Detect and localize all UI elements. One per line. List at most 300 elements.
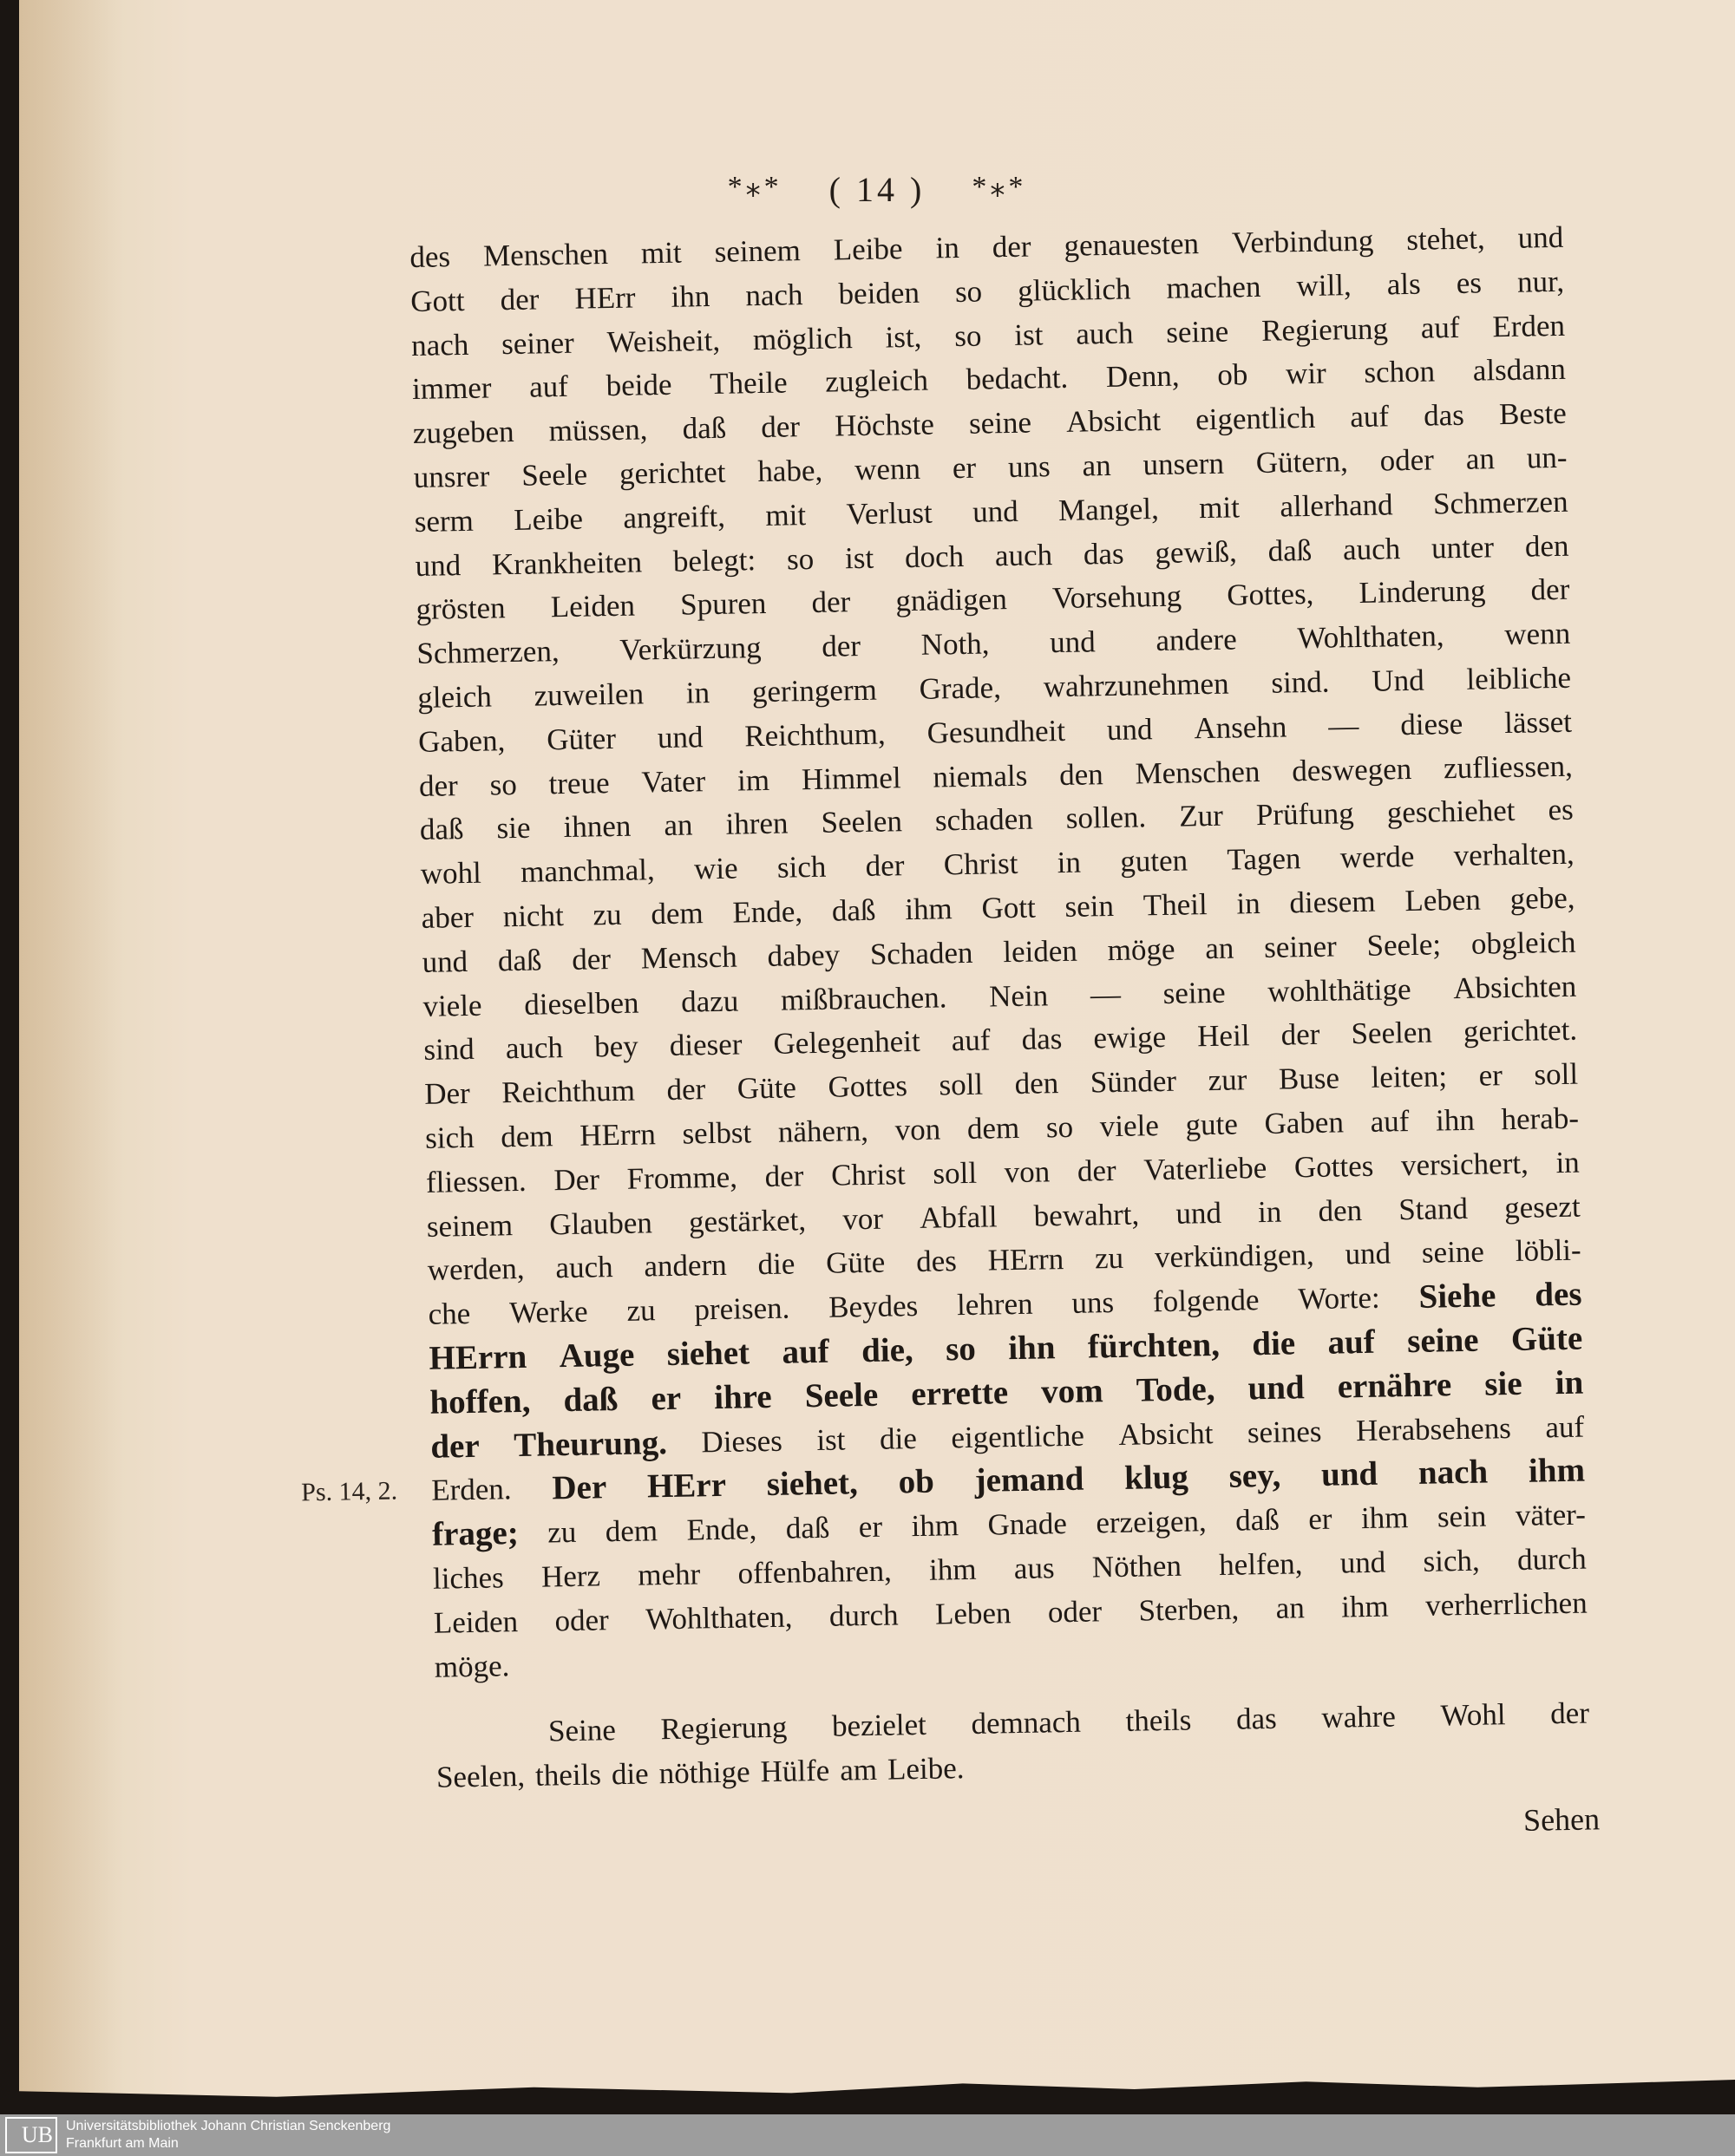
word: zugeben bbox=[412, 415, 514, 451]
word: und bbox=[1345, 1236, 1391, 1271]
emphasized-word: auf bbox=[782, 1332, 830, 1371]
word: er bbox=[1307, 1501, 1332, 1537]
word: das bbox=[1235, 1702, 1278, 1736]
word: möglich bbox=[752, 320, 853, 356]
word: gerichtet bbox=[619, 454, 726, 491]
word: der bbox=[764, 1158, 804, 1193]
emphasized-word: daß bbox=[563, 1380, 619, 1419]
word: ist bbox=[844, 540, 874, 575]
emphasized-word: sie bbox=[1483, 1364, 1522, 1403]
word: Wohlthaten, bbox=[1297, 618, 1444, 656]
word: der bbox=[811, 585, 851, 620]
word: seinem bbox=[426, 1207, 514, 1244]
word: nach bbox=[410, 327, 469, 363]
word: Ansehn bbox=[1194, 709, 1287, 746]
emphasized-word: Der bbox=[552, 1468, 607, 1507]
word: in bbox=[685, 676, 710, 710]
word: verkündigen, bbox=[1154, 1238, 1315, 1275]
word: gebe, bbox=[1509, 880, 1575, 916]
word: dem bbox=[651, 896, 704, 931]
word: theils bbox=[1125, 1702, 1192, 1739]
word: Gaben, bbox=[417, 722, 506, 759]
word: sind. bbox=[1271, 664, 1330, 700]
word: er bbox=[858, 1509, 883, 1545]
word: Reichthum bbox=[501, 1073, 636, 1110]
emphasized-word: Tode, bbox=[1136, 1369, 1215, 1409]
word: HErr bbox=[574, 280, 636, 316]
word: es bbox=[1548, 793, 1575, 827]
word: in bbox=[1257, 1194, 1282, 1229]
word: ihren bbox=[725, 806, 789, 842]
word: Hülfe bbox=[760, 1753, 830, 1789]
word: Menschen bbox=[482, 237, 609, 273]
word: Güte bbox=[825, 1245, 886, 1281]
word: sein bbox=[1437, 1499, 1487, 1534]
word: möge bbox=[1107, 931, 1175, 967]
word: zu bbox=[593, 897, 622, 932]
word: machen bbox=[1166, 269, 1261, 305]
word: ihn bbox=[1435, 1102, 1476, 1138]
emphasized-word: sey, bbox=[1228, 1457, 1281, 1496]
word: unter bbox=[1431, 529, 1495, 565]
word: HErrn bbox=[987, 1242, 1064, 1277]
word: allerhand bbox=[1280, 487, 1393, 524]
word: er bbox=[1478, 1058, 1503, 1093]
word: es bbox=[1456, 265, 1483, 300]
word: Leiden bbox=[550, 588, 636, 624]
word: sein bbox=[1064, 888, 1115, 924]
word: uns bbox=[1007, 449, 1051, 484]
word: Güter bbox=[546, 721, 617, 757]
word: ihn bbox=[671, 278, 710, 314]
emphasized-word: klug bbox=[1123, 1458, 1189, 1498]
word: Leiden bbox=[433, 1604, 519, 1640]
word: der bbox=[760, 409, 801, 445]
word: Himmel bbox=[801, 760, 901, 796]
word: geschiehet bbox=[1386, 794, 1516, 830]
word: durch bbox=[828, 1597, 899, 1633]
word: der bbox=[418, 768, 459, 803]
word: auch bbox=[1075, 316, 1134, 351]
word: in bbox=[1555, 1145, 1581, 1179]
word: genauesten bbox=[1064, 226, 1200, 263]
word: verhalten, bbox=[1453, 836, 1575, 873]
word: auf bbox=[1420, 310, 1460, 345]
word: dazu bbox=[680, 983, 739, 1019]
emphasized-word: ob bbox=[898, 1462, 935, 1501]
word: in bbox=[1057, 845, 1082, 880]
word: Erden bbox=[1492, 308, 1566, 343]
word: gute bbox=[1185, 1107, 1239, 1142]
word: auch bbox=[994, 537, 1053, 572]
word: fliessen. bbox=[425, 1163, 527, 1199]
body-text bbox=[300, 216, 1601, 1861]
emphasized-word: der bbox=[429, 1427, 481, 1466]
word: Theil bbox=[1142, 887, 1208, 923]
word: sollen. bbox=[1065, 800, 1147, 836]
word: den bbox=[1318, 1192, 1363, 1228]
word: diese bbox=[1399, 706, 1463, 742]
word: Gottes bbox=[828, 1068, 908, 1104]
word: che bbox=[428, 1297, 471, 1331]
word: so bbox=[1045, 1109, 1074, 1145]
word: Schmerzen, bbox=[416, 634, 560, 671]
word: beiden bbox=[838, 275, 920, 311]
word: Denn, bbox=[1105, 358, 1180, 395]
word: oder bbox=[1379, 442, 1435, 478]
word: diesem bbox=[1289, 884, 1376, 920]
word: mit bbox=[765, 497, 807, 532]
word: doch bbox=[904, 539, 965, 574]
word: löbli- bbox=[1515, 1232, 1581, 1269]
emphasized-word: so bbox=[945, 1330, 977, 1369]
margin-note: Ps. 14, 2. bbox=[300, 1476, 398, 1507]
word: von bbox=[1004, 1154, 1051, 1189]
word: Noth, bbox=[920, 626, 990, 662]
emphasized-word: HErrn bbox=[429, 1337, 527, 1377]
word: Christ bbox=[943, 846, 1018, 882]
word: Spuren bbox=[679, 586, 767, 622]
word: demnach bbox=[971, 1705, 1082, 1741]
word: schaden bbox=[934, 801, 1034, 838]
emphasized-word: auf bbox=[1327, 1323, 1376, 1362]
word: Leibe. bbox=[887, 1751, 965, 1787]
word: das bbox=[1021, 1022, 1063, 1057]
emphasized-word: ihre bbox=[713, 1377, 773, 1416]
word: Stand bbox=[1398, 1191, 1469, 1226]
word: der bbox=[500, 282, 540, 317]
word: serm bbox=[414, 503, 475, 539]
word: Zur bbox=[1178, 799, 1224, 833]
word: daß bbox=[785, 1510, 830, 1545]
word: aus bbox=[1013, 1551, 1055, 1585]
word: auch bbox=[505, 1030, 564, 1066]
emphasized-word: ernähre bbox=[1337, 1365, 1452, 1406]
word: seiner bbox=[501, 325, 575, 361]
emphasized-word: frage; bbox=[431, 1514, 520, 1553]
word: beide bbox=[606, 368, 672, 403]
emphasized-word: seine bbox=[1406, 1321, 1479, 1361]
emphasized-word: hoffen, bbox=[429, 1382, 531, 1421]
word: leibliche bbox=[1466, 660, 1572, 696]
word: möge. bbox=[434, 1648, 510, 1684]
word: Seele; bbox=[1366, 927, 1442, 963]
word: ihm bbox=[1360, 1500, 1409, 1536]
page-edge-shadow bbox=[19, 0, 123, 2099]
word: an bbox=[664, 807, 693, 843]
word: Herabsehens bbox=[1355, 1410, 1512, 1447]
word: daß bbox=[497, 943, 542, 978]
word: Gottes, bbox=[1226, 577, 1314, 612]
word: zufliessen, bbox=[1443, 748, 1574, 785]
word: der bbox=[1549, 1695, 1590, 1731]
word: Abfall bbox=[919, 1199, 998, 1235]
word: sich bbox=[424, 1120, 475, 1155]
emphasized-word: und bbox=[1320, 1455, 1378, 1494]
word: eigentlich bbox=[1195, 400, 1316, 437]
word: mißbrauchen. bbox=[780, 979, 947, 1017]
word: Verlust bbox=[846, 495, 933, 532]
word: Absicht bbox=[1118, 1415, 1214, 1452]
word: offenbahren, bbox=[737, 1553, 893, 1591]
word: immer bbox=[411, 370, 492, 407]
word: Grade, bbox=[919, 670, 1002, 706]
word: Vorsehung bbox=[1051, 578, 1182, 616]
word: väter- bbox=[1515, 1497, 1587, 1533]
word: Wohlthaten, bbox=[645, 1599, 793, 1637]
word: und bbox=[1175, 1195, 1222, 1231]
word: so bbox=[954, 274, 983, 309]
ornament-right: *⁎* bbox=[972, 171, 1027, 203]
word: seine bbox=[1421, 1234, 1485, 1271]
word: Mangel, bbox=[1057, 491, 1160, 527]
word: vor bbox=[841, 1201, 884, 1236]
word: daß bbox=[682, 410, 727, 446]
word: unsern bbox=[1142, 446, 1225, 482]
word: bezielet bbox=[831, 1708, 927, 1744]
word: gesezt bbox=[1503, 1189, 1581, 1225]
word: grösten bbox=[416, 591, 506, 627]
word: unsrer bbox=[413, 459, 490, 494]
word: Gott bbox=[981, 890, 1037, 925]
word: mehr bbox=[637, 1557, 701, 1592]
word: zu bbox=[547, 1514, 577, 1550]
word: die bbox=[879, 1421, 918, 1456]
word: Erden. bbox=[430, 1472, 512, 1508]
word: Sünder bbox=[1090, 1063, 1177, 1100]
word: Schmerzen bbox=[1432, 484, 1568, 521]
page-number: ( 14 ) bbox=[828, 170, 926, 209]
ornament-left: *⁎* bbox=[727, 171, 782, 203]
word: und bbox=[1339, 1545, 1386, 1580]
word: Prüfung bbox=[1255, 796, 1355, 833]
word: Gesundheit bbox=[926, 713, 1066, 750]
word: sich, bbox=[1423, 1543, 1481, 1578]
word: uns bbox=[1071, 1285, 1115, 1320]
word: Werke bbox=[508, 1294, 588, 1330]
word: oder bbox=[554, 1602, 610, 1638]
word: leiten; bbox=[1371, 1059, 1448, 1094]
word: wir bbox=[1285, 356, 1327, 391]
word: Güte bbox=[737, 1070, 797, 1106]
word: Vater bbox=[641, 763, 706, 799]
word: nicht bbox=[502, 898, 565, 934]
word: lehren bbox=[956, 1286, 1033, 1323]
word: und bbox=[422, 944, 468, 979]
word: Seelen bbox=[1351, 1015, 1433, 1051]
page-header bbox=[19, 169, 1735, 210]
word: so bbox=[953, 318, 982, 353]
word: zu bbox=[626, 1293, 656, 1328]
word: theils bbox=[534, 1757, 602, 1793]
word: glücklich bbox=[1017, 271, 1131, 308]
word: auf bbox=[528, 369, 569, 405]
word: werden, bbox=[427, 1251, 525, 1288]
word: alsdann bbox=[1472, 352, 1567, 389]
emphasized-word: vom bbox=[1040, 1371, 1104, 1411]
word: andere bbox=[1156, 622, 1238, 658]
word: Seine bbox=[547, 1713, 617, 1748]
word: der bbox=[666, 1072, 706, 1107]
word: wahrzunehmen bbox=[1043, 666, 1229, 704]
word: Schaden bbox=[869, 935, 973, 971]
word: ist bbox=[1013, 317, 1044, 352]
emphasized-word: in bbox=[1555, 1363, 1584, 1401]
word: und bbox=[1106, 711, 1153, 747]
word: Reichthum, bbox=[744, 716, 887, 754]
word: mit bbox=[640, 235, 682, 271]
emphasized-word: Seele bbox=[804, 1375, 879, 1414]
emphasized-word: Güte bbox=[1510, 1319, 1583, 1358]
word: versichert, bbox=[1400, 1146, 1529, 1182]
word: Gott bbox=[409, 283, 465, 318]
word: viele bbox=[422, 988, 482, 1023]
word: oder bbox=[1047, 1594, 1103, 1630]
emphasized-word: ihm bbox=[1528, 1451, 1586, 1491]
word: guten bbox=[1119, 843, 1188, 879]
word: treue bbox=[548, 765, 610, 800]
word: Verkürzung bbox=[619, 630, 762, 668]
word: soll bbox=[933, 1155, 978, 1191]
word: helfen, bbox=[1218, 1546, 1303, 1582]
emphasized-word: siehet bbox=[666, 1334, 750, 1373]
word: seinem bbox=[714, 233, 802, 269]
emphasized-word: nach bbox=[1417, 1453, 1489, 1493]
word: dieser bbox=[669, 1027, 743, 1063]
word: nach bbox=[745, 277, 803, 313]
word: nur, bbox=[1516, 264, 1565, 299]
library-footer bbox=[0, 2114, 1735, 2156]
word: manchmal, bbox=[520, 853, 656, 890]
word: eigentliche bbox=[951, 1418, 1085, 1454]
word: Leben bbox=[1404, 882, 1482, 918]
word: der bbox=[1280, 1017, 1320, 1052]
word: ihm bbox=[1340, 1589, 1389, 1624]
word: und bbox=[657, 719, 704, 755]
word: daß bbox=[831, 892, 876, 928]
word: seines bbox=[1247, 1414, 1322, 1449]
word: dieselben bbox=[523, 985, 639, 1022]
word: das bbox=[1423, 398, 1465, 433]
word: Höchste bbox=[834, 407, 935, 443]
word: wohl bbox=[420, 855, 482, 892]
word: seine bbox=[1162, 975, 1226, 1010]
word: ewige bbox=[1093, 1020, 1167, 1055]
word: Glauben bbox=[548, 1205, 653, 1241]
word: seine bbox=[968, 405, 1032, 441]
word: Ende, bbox=[686, 1512, 757, 1547]
institution-location: Frankfurt am Main bbox=[66, 2136, 179, 2151]
word: ihm bbox=[911, 1508, 959, 1544]
word: er bbox=[952, 450, 977, 486]
word: Beydes bbox=[828, 1289, 919, 1324]
word: Gütern, bbox=[1255, 444, 1349, 480]
word: zu bbox=[1094, 1241, 1124, 1276]
word: auf bbox=[951, 1022, 991, 1058]
word: in bbox=[1236, 885, 1260, 921]
word: dem bbox=[605, 1513, 658, 1549]
word: soll bbox=[1534, 1056, 1579, 1092]
word: von bbox=[894, 1112, 941, 1147]
word: nähern, bbox=[777, 1113, 869, 1149]
word: Leibe bbox=[513, 501, 584, 537]
word: seiner bbox=[1263, 929, 1338, 964]
word: auf bbox=[1370, 1103, 1410, 1139]
word: Seele bbox=[520, 457, 588, 493]
word: Regierung bbox=[1260, 310, 1389, 348]
word: Leibe bbox=[833, 232, 903, 267]
word: schon bbox=[1364, 354, 1436, 390]
word: durch bbox=[1516, 1541, 1588, 1577]
word: folgende bbox=[1152, 1283, 1260, 1319]
word: Gottes bbox=[1293, 1148, 1374, 1185]
word: nöthige bbox=[658, 1754, 750, 1791]
word: bey bbox=[593, 1029, 639, 1064]
word: im bbox=[737, 762, 770, 798]
word: den bbox=[1524, 528, 1569, 564]
word: an bbox=[1465, 441, 1496, 476]
word: Gaben bbox=[1264, 1105, 1345, 1140]
word: Seelen bbox=[821, 804, 903, 840]
word: daß bbox=[1267, 532, 1313, 568]
word: preisen. bbox=[694, 1290, 790, 1327]
word: wohlthätige bbox=[1267, 971, 1411, 1009]
word: Leben bbox=[934, 1595, 1012, 1631]
word: zugleich bbox=[825, 363, 929, 400]
emphasized-word: fürchten, bbox=[1087, 1325, 1221, 1366]
word: in bbox=[935, 230, 960, 265]
word: und bbox=[972, 493, 1018, 529]
word: daß bbox=[419, 812, 464, 847]
word: Absichten bbox=[1452, 969, 1577, 1005]
word: dabey bbox=[767, 938, 841, 973]
word: gnädigen bbox=[895, 582, 1008, 618]
word: als bbox=[1386, 266, 1422, 302]
word: an bbox=[1082, 448, 1111, 483]
word: HErrn bbox=[579, 1117, 657, 1153]
emphasized-word: des bbox=[1534, 1275, 1582, 1314]
word: mit bbox=[1198, 490, 1241, 525]
word: Krankheiten bbox=[491, 544, 643, 581]
word: Theile bbox=[709, 365, 788, 402]
word: und bbox=[1049, 624, 1097, 660]
word: deswegen bbox=[1291, 751, 1412, 787]
word: der bbox=[821, 629, 861, 663]
emphasized-word: Siehe bbox=[1418, 1277, 1496, 1316]
word: dem bbox=[966, 1110, 1020, 1146]
word: den bbox=[1014, 1066, 1059, 1101]
word: Vaterliebe bbox=[1143, 1150, 1267, 1187]
emphasized-word: siehet, bbox=[766, 1464, 859, 1504]
word: des bbox=[915, 1244, 958, 1279]
word: und bbox=[415, 547, 462, 583]
word: Heil bbox=[1196, 1018, 1250, 1054]
paragraph-1 bbox=[300, 216, 1588, 1689]
word: wenn bbox=[854, 451, 921, 487]
word: Wohl bbox=[1440, 1697, 1506, 1733]
word: Sterben, bbox=[1138, 1591, 1240, 1628]
word: Gelegenheit bbox=[773, 1024, 920, 1062]
word: niemals bbox=[933, 758, 1028, 794]
word: Herz bbox=[540, 1558, 601, 1594]
word: bewahrt, bbox=[1033, 1197, 1140, 1233]
word: und bbox=[1517, 219, 1564, 255]
word: sie bbox=[496, 811, 531, 846]
word: — bbox=[1327, 708, 1359, 743]
ub-logo: UB bbox=[5, 2117, 57, 2153]
word: sich bbox=[776, 849, 827, 885]
word: auf bbox=[1545, 1409, 1585, 1444]
